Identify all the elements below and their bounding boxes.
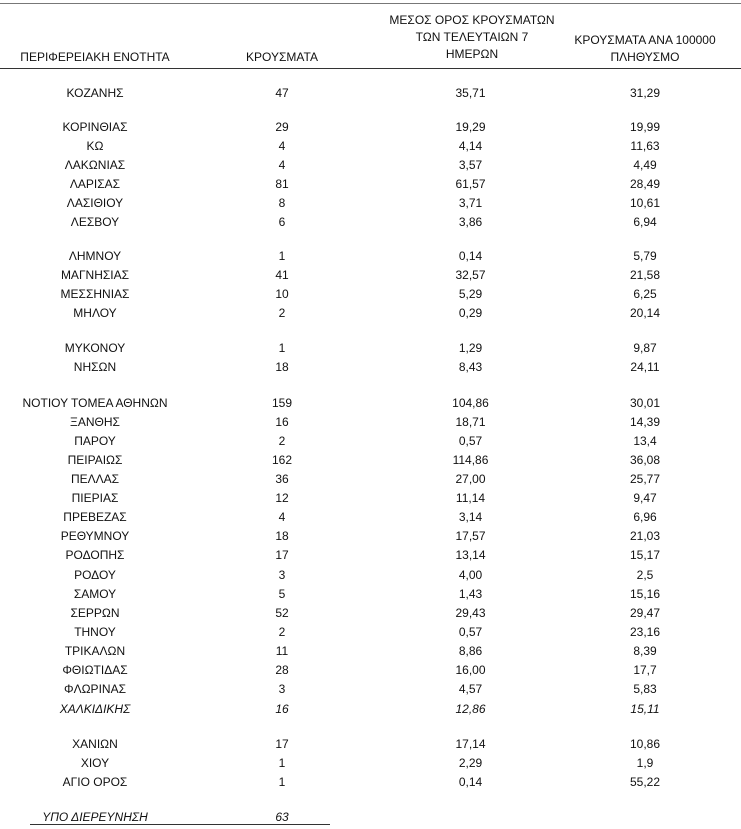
table-row: [0, 137, 741, 156]
per100k-cell: 6,96: [633, 510, 657, 524]
region-cell: ΠΑΡΟΥ: [74, 434, 116, 448]
avg7-cell: 35,71: [455, 86, 486, 100]
per100k-cell: 14,39: [629, 415, 661, 429]
cases-cell: 63: [275, 810, 289, 824]
avg7-cell: 0,29: [458, 306, 483, 320]
table-row: [0, 358, 741, 377]
avg7-cell: 1,43: [458, 587, 483, 601]
region-cell: ΤΡΙΚΑΛΩΝ: [64, 644, 126, 658]
header-per100k: ΚΡΟΥΣΜΑΤΑ ΑΝΑ 100000 ΠΛΗΘΥΣΜΟ: [574, 33, 716, 64]
cases-cell: 4: [278, 510, 286, 524]
avg7-cell: 5,29: [458, 287, 483, 301]
avg7-cell: 32,57: [455, 268, 486, 282]
region-cell: ΛΗΜΝΟΥ: [68, 249, 122, 263]
table-row: [0, 84, 741, 103]
region-cell: ΛΑΣΙΘΙΟΥ: [66, 196, 124, 210]
header-avg7: ΜΕΣΟΣ ΟΡΟΣ ΚΡΟΥΣΜΑΤΩΝ ΤΩΝ ΤΕΛΕΥΤΑΙΩΝ 7 ΗΜΕΡΩΝ: [389, 13, 555, 61]
per100k-cell: 31,29: [629, 86, 661, 100]
cases-cell: 2: [278, 434, 286, 448]
table-row: [0, 413, 741, 432]
region-cell: ΧΑΝΙΩΝ: [72, 737, 118, 751]
cases-cell: 1: [278, 249, 286, 263]
per100k-cell: 15,17: [629, 548, 661, 562]
table-row: [0, 508, 741, 527]
table-row: [0, 585, 741, 604]
table-row: [0, 680, 741, 699]
cases-cell: 5: [278, 587, 286, 601]
avg7-cell: 18,71: [455, 415, 486, 429]
avg7-cell: 4,57: [458, 682, 483, 696]
per100k-cell: 28,49: [629, 177, 661, 191]
table-row: [0, 451, 741, 470]
per100k-cell: 15,11: [630, 702, 660, 716]
region-cell: ΛΕΣΒΟΥ: [70, 215, 120, 229]
region-cell: ΠΙΕΡΙΑΣ: [71, 491, 119, 505]
region-cell: ΝΟΤΙΟΥ ΤΟΜΕΑ ΑΘΗΝΩΝ: [22, 396, 168, 410]
top-border: [0, 3, 741, 4]
region-cell: ΦΘΙΩΤΙΔΑΣ: [62, 663, 128, 677]
cases-cell: 2: [278, 625, 286, 639]
cases-cell: 12: [275, 491, 289, 505]
avg7-cell: 13,14: [455, 548, 486, 562]
table-row: [0, 175, 741, 194]
table-row: [0, 623, 741, 642]
table-row: [0, 247, 741, 266]
region-cell: ΤΗΝΟΥ: [74, 625, 116, 639]
cases-cell: 16: [275, 702, 289, 716]
per100k-cell: 55,22: [629, 775, 661, 789]
table-row: [0, 213, 741, 232]
footer-divider: [30, 824, 330, 825]
region-cell: ΠΕΙΡΑΙΩΣ: [67, 453, 123, 467]
cases-cell: 8: [278, 196, 286, 210]
cases-cell: 18: [275, 360, 289, 374]
table-row: [0, 735, 741, 754]
table-row: [0, 194, 741, 213]
table-row: [0, 118, 741, 137]
cases-cell: 3: [278, 682, 286, 696]
avg7-cell: 19,29: [455, 120, 486, 134]
avg7-cell: 3,57: [458, 158, 483, 172]
cases-cell: 47: [275, 86, 289, 100]
region-cell: ΑΓΙΟ ΟΡΟΣ: [62, 775, 128, 789]
table-row: [0, 642, 741, 661]
per100k-cell: 21,03: [629, 529, 661, 543]
region-cell: ΦΛΩΡΙΝΑΣ: [64, 682, 126, 696]
per100k-cell: 19,99: [629, 120, 661, 134]
header-cases: ΚΡΟΥΣΜΑΤΑ: [246, 50, 318, 64]
region-cell: ΜΥΚΟΝΟΥ: [64, 341, 126, 355]
per100k-cell: 21,58: [629, 268, 661, 282]
per100k-cell: 15,16: [629, 587, 661, 601]
table-row: [0, 566, 741, 585]
avg7-cell: 16,00: [455, 663, 486, 677]
region-cell: ΚΩ: [86, 139, 104, 153]
avg7-cell: 114,86: [452, 453, 489, 467]
avg7-cell: 2,29: [458, 756, 483, 770]
table-row: [0, 339, 741, 358]
table-row: [0, 156, 741, 175]
region-cell: ΡΕΘΥΜΝΟΥ: [60, 529, 130, 543]
per100k-cell: 6,94: [633, 215, 657, 229]
cases-cell: 4: [278, 139, 286, 153]
avg7-cell: 3,71: [458, 196, 483, 210]
avg7-cell: 0,57: [458, 434, 483, 448]
avg7-cell: 8,43: [458, 360, 483, 374]
region-cell: ΜΗΛΟΥ: [73, 306, 117, 320]
avg7-cell: 3,86: [458, 215, 483, 229]
region-cell: ΡΟΔΟΥ: [74, 568, 116, 582]
table-row: [0, 754, 741, 773]
table-row: [0, 432, 741, 451]
per100k-cell: 23,16: [629, 625, 661, 639]
table-row: [0, 773, 741, 792]
region-cell: ΜΑΓΝΗΣΙΑΣ: [60, 268, 130, 282]
avg7-cell: 0,57: [458, 625, 483, 639]
per100k-cell: 8,39: [633, 644, 657, 658]
avg7-cell: 1,29: [458, 341, 483, 355]
cases-cell: 2: [278, 306, 286, 320]
region-cell: ΚΟΡΙΝΘΙΑΣ: [62, 120, 128, 134]
table-row: [0, 266, 741, 285]
per100k-cell: 1,9: [636, 756, 654, 770]
region-cell: ΣΕΡΡΩΝ: [70, 606, 120, 620]
per100k-cell: 36,08: [629, 453, 661, 467]
header-divider: [0, 68, 741, 69]
table-row: [0, 470, 741, 489]
avg7-cell: 8,86: [458, 644, 483, 658]
cases-cell: 17: [275, 548, 289, 562]
per100k-cell: 6,25: [633, 287, 657, 301]
per100k-cell: 9,87: [633, 341, 657, 355]
cases-cell: 3: [278, 568, 286, 582]
table-row: [0, 304, 741, 323]
region-cell: ΞΑΝΘΗΣ: [70, 415, 120, 429]
cases-cell: 36: [275, 472, 289, 486]
cases-cell: 41: [275, 268, 289, 282]
cases-cell: 159: [271, 396, 293, 410]
region-cell: ΠΡΕΒΕΖΑΣ: [63, 510, 127, 524]
avg7-cell: 4,00: [458, 568, 483, 582]
table-row: [0, 604, 741, 623]
per100k-cell: 11,63: [630, 139, 660, 153]
region-cell: ΛΑΡΙΣΑΣ: [69, 177, 121, 191]
table-row: [0, 489, 741, 508]
per100k-cell: 5,83: [633, 682, 657, 696]
table-row: [0, 394, 741, 413]
cases-cell: 1: [278, 756, 286, 770]
per100k-cell: 9,47: [633, 491, 657, 505]
per100k-cell: 4,49: [633, 158, 657, 172]
table-row: [0, 527, 741, 546]
cases-cell: 10: [275, 287, 289, 301]
cases-cell: 4: [278, 158, 286, 172]
cases-cell: 11: [275, 644, 289, 658]
avg7-cell: 3,14: [458, 510, 483, 524]
cases-cell: 6: [278, 215, 286, 229]
avg7-cell: 61,57: [455, 177, 486, 191]
avg7-cell: 17,14: [455, 737, 486, 751]
cases-cell: 18: [275, 529, 289, 543]
per100k-cell: 10,86: [629, 737, 661, 751]
region-cell: ΡΟΔΟΠΗΣ: [65, 548, 125, 562]
region-cell: ΣΑΜΟΥ: [73, 587, 117, 601]
cases-cell: 81: [275, 177, 289, 191]
cases-cell: 52: [275, 606, 289, 620]
avg7-cell: 29,43: [455, 606, 486, 620]
avg7-cell: 0,14: [458, 775, 483, 789]
region-cell: ΚΟΖΑΝΗΣ: [66, 86, 124, 100]
cases-cell: 1: [278, 775, 286, 789]
avg7-cell: 17,57: [455, 529, 486, 543]
cases-cell: 29: [275, 120, 289, 134]
per100k-cell: 10,61: [629, 196, 661, 210]
table-row: [0, 285, 741, 304]
region-cell: ΧΑΛΚΙΔΙΚΗΣ: [59, 702, 131, 716]
region-cell: ΧΙΟΥ: [80, 756, 110, 770]
per100k-cell: 17,7: [633, 663, 657, 677]
avg7-cell: 0,14: [458, 249, 483, 263]
region-cell: ΛΑΚΩΝΙΑΣ: [64, 158, 126, 172]
cases-cell: 162: [271, 453, 293, 467]
per100k-cell: 2,5: [636, 568, 654, 582]
region-cell: ΠΕΛΛΑΣ: [70, 472, 120, 486]
cases-cell: 16: [275, 415, 289, 429]
region-cell: ΥΠΟ ΔΙΕΡΕΥΝΗΣΗ: [42, 810, 148, 824]
avg7-cell: 27,00: [455, 472, 486, 486]
cases-cell: 17: [275, 737, 289, 751]
cases-cell: 28: [275, 663, 289, 677]
per100k-cell: 24,11: [630, 360, 660, 374]
per100k-cell: 20,14: [629, 306, 661, 320]
per100k-cell: 5,79: [633, 249, 657, 263]
per100k-cell: 13,4: [633, 434, 657, 448]
avg7-cell: 104,86: [452, 396, 489, 410]
region-cell: ΜΕΣΣΗΝΙΑΣ: [60, 287, 130, 301]
per100k-cell: 29,47: [629, 606, 661, 620]
per100k-cell: 25,77: [629, 472, 661, 486]
cases-cell: 1: [278, 341, 286, 355]
region-cell: ΝΗΣΩΝ: [73, 360, 117, 374]
avg7-cell: 11,14: [455, 491, 486, 505]
avg7-cell: 4,14: [458, 139, 483, 153]
per100k-cell: 30,01: [629, 396, 661, 410]
table-row: [0, 700, 741, 719]
header-region: ΠΕΡΙΦΕΡΕΙΑΚΗ ΕΝΟΤΗΤΑ: [20, 50, 170, 64]
avg7-cell: 12,86: [455, 702, 486, 716]
table-row: [0, 661, 741, 680]
table-row: [0, 546, 741, 565]
